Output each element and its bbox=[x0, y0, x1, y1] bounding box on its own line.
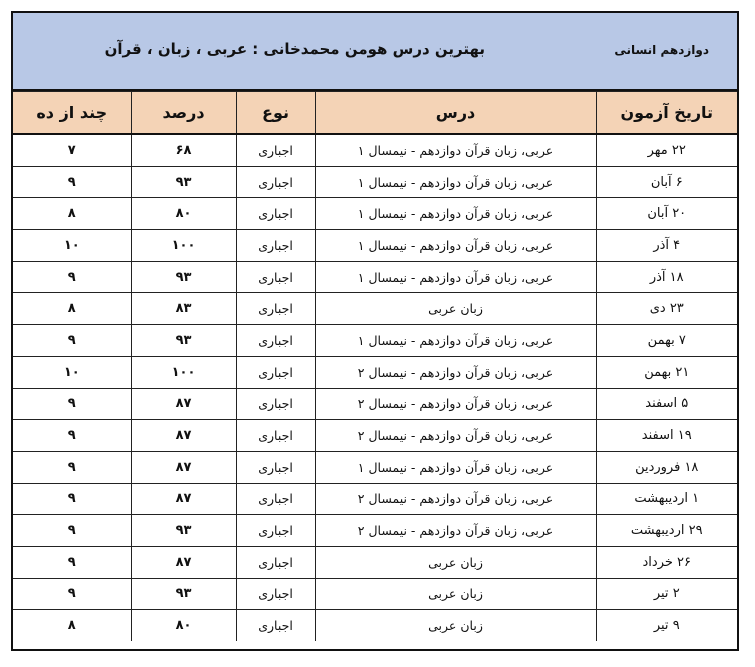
cell-score: ۹ bbox=[13, 515, 131, 547]
cell-type: اجباری bbox=[236, 134, 315, 166]
report-title: بهترین درس هومن محمدخانی : عربی ، زبان ، قرآن bbox=[104, 40, 485, 58]
cell-score: ۹ bbox=[13, 546, 131, 578]
table-row bbox=[13, 483, 737, 515]
cell-type: اجباری bbox=[236, 230, 315, 262]
cell-subject: عربی، زبان قرآن دوازدهم - نیمسال ۱ bbox=[315, 134, 596, 166]
cell-type: اجباری bbox=[236, 166, 315, 198]
cell-score: ۹ bbox=[13, 261, 131, 293]
cell-percent: ۸۷ bbox=[131, 483, 236, 515]
cell-subject: عربی، زبان قرآن دوازدهم - نیمسال ۲ bbox=[315, 483, 596, 515]
column-header-date: تاریخ آزمون bbox=[596, 92, 737, 135]
cell-type: اجباری bbox=[236, 198, 315, 230]
cell-date: ۲۲ مهر bbox=[596, 134, 737, 166]
cell-score: ۹ bbox=[13, 325, 131, 357]
table-row bbox=[13, 420, 737, 452]
cell-percent: ۸۷ bbox=[131, 388, 236, 420]
cell-type: اجباری bbox=[236, 515, 315, 547]
table-header-row bbox=[13, 92, 737, 135]
cell-type: اجباری bbox=[236, 293, 315, 325]
cell-type: اجباری bbox=[236, 578, 315, 610]
cell-score: ۹ bbox=[13, 166, 131, 198]
table-row bbox=[13, 293, 737, 325]
grades-table bbox=[13, 91, 737, 641]
table-row bbox=[13, 230, 737, 262]
cell-type: اجباری bbox=[236, 388, 315, 420]
cell-score: ۱۰ bbox=[13, 356, 131, 388]
cell-date: ۱۸ فروردین bbox=[596, 451, 737, 483]
table-row bbox=[13, 578, 737, 610]
cell-score: ۹ bbox=[13, 420, 131, 452]
table-row bbox=[13, 166, 737, 198]
cell-date: ۱۹ اسفند bbox=[596, 420, 737, 452]
cell-percent: ۸۰ bbox=[131, 610, 236, 641]
table-row bbox=[13, 451, 737, 483]
cell-type: اجباری bbox=[236, 420, 315, 452]
cell-subject: عربی، زبان قرآن دوازدهم - نیمسال ۱ bbox=[315, 451, 596, 483]
cell-subject: عربی، زبان قرآن دوازدهم - نیمسال ۱ bbox=[315, 166, 596, 198]
cell-date: ۲۱ بهمن bbox=[596, 356, 737, 388]
cell-subject: عربی، زبان قرآن دوازدهم - نیمسال ۱ bbox=[315, 230, 596, 262]
cell-subject: عربی، زبان قرآن دوازدهم - نیمسال ۲ bbox=[315, 356, 596, 388]
cell-type: اجباری bbox=[236, 261, 315, 293]
cell-score: ۹ bbox=[13, 483, 131, 515]
column-header-percent: درصد bbox=[131, 92, 236, 135]
cell-date: ۲۶ خرداد bbox=[596, 546, 737, 578]
cell-score: ۹ bbox=[13, 388, 131, 420]
column-header-score: چند از ده bbox=[13, 92, 131, 135]
cell-percent: ۸۰ bbox=[131, 198, 236, 230]
cell-score: ۹ bbox=[13, 578, 131, 610]
cell-date: ۴ آذر bbox=[596, 230, 737, 262]
table-body bbox=[13, 134, 737, 641]
cell-subject: زبان عربی bbox=[315, 610, 596, 641]
cell-date: ۷ بهمن bbox=[596, 325, 737, 357]
cell-score: ۸ bbox=[13, 198, 131, 230]
table-row bbox=[13, 388, 737, 420]
cell-percent: ۹۳ bbox=[131, 515, 236, 547]
cell-date: ۲۳ دی bbox=[596, 293, 737, 325]
cell-percent: ۱۰۰ bbox=[131, 356, 236, 388]
cell-percent: ۶۸ bbox=[131, 134, 236, 166]
cell-percent: ۸۷ bbox=[131, 546, 236, 578]
cell-type: اجباری bbox=[236, 356, 315, 388]
cell-type: اجباری bbox=[236, 325, 315, 357]
cell-score: ۹ bbox=[13, 451, 131, 483]
cell-type: اجباری bbox=[236, 546, 315, 578]
cell-percent: ۸۷ bbox=[131, 451, 236, 483]
table-row bbox=[13, 546, 737, 578]
cell-percent: ۸۳ bbox=[131, 293, 236, 325]
cell-percent: ۱۰۰ bbox=[131, 230, 236, 262]
cell-date: ۱ اردیبهشت bbox=[596, 483, 737, 515]
cell-subject: عربی، زبان قرآن دوازدهم - نیمسال ۲ bbox=[315, 515, 596, 547]
cell-score: ۸ bbox=[13, 610, 131, 641]
table-row bbox=[13, 515, 737, 547]
cell-score: ۸ bbox=[13, 293, 131, 325]
cell-date: ۲ تیر bbox=[596, 578, 737, 610]
table-row bbox=[13, 325, 737, 357]
cell-subject: عربی، زبان قرآن دوازدهم - نیمسال ۱ bbox=[315, 198, 596, 230]
column-header-type: نوع bbox=[236, 92, 315, 135]
cell-percent: ۹۳ bbox=[131, 578, 236, 610]
cell-date: ۱۸ آذر bbox=[596, 261, 737, 293]
table-row bbox=[13, 356, 737, 388]
cell-percent: ۹۳ bbox=[131, 166, 236, 198]
cell-percent: ۹۳ bbox=[131, 261, 236, 293]
cell-subject: زبان عربی bbox=[315, 546, 596, 578]
cell-score: ۱۰ bbox=[13, 230, 131, 262]
cell-date: ۹ تیر bbox=[596, 610, 737, 641]
cell-subject: عربی، زبان قرآن دوازدهم - نیمسال ۱ bbox=[315, 261, 596, 293]
cell-date: ۶ آبان bbox=[596, 166, 737, 198]
table-row bbox=[13, 134, 737, 166]
grade-label: دوازدهم انسانی bbox=[614, 43, 709, 57]
cell-subject: عربی، زبان قرآن دوازدهم - نیمسال ۲ bbox=[315, 388, 596, 420]
table-row bbox=[13, 198, 737, 230]
table-row bbox=[13, 261, 737, 293]
cell-score: ۷ bbox=[13, 134, 131, 166]
cell-type: اجباری bbox=[236, 451, 315, 483]
title-banner bbox=[13, 13, 737, 91]
cell-date: ۲۰ آبان bbox=[596, 198, 737, 230]
cell-percent: ۹۳ bbox=[131, 325, 236, 357]
cell-subject: زبان عربی bbox=[315, 293, 596, 325]
table-row bbox=[13, 610, 737, 641]
report-sheet bbox=[11, 11, 739, 651]
cell-type: اجباری bbox=[236, 483, 315, 515]
cell-subject: زبان عربی bbox=[315, 578, 596, 610]
cell-date: ۲۹ اردیبهشت bbox=[596, 515, 737, 547]
cell-percent: ۸۷ bbox=[131, 420, 236, 452]
cell-date: ۵ اسفند bbox=[596, 388, 737, 420]
cell-subject: عربی، زبان قرآن دوازدهم - نیمسال ۱ bbox=[315, 325, 596, 357]
cell-subject: عربی، زبان قرآن دوازدهم - نیمسال ۲ bbox=[315, 420, 596, 452]
column-header-subject: درس bbox=[315, 92, 596, 135]
cell-type: اجباری bbox=[236, 610, 315, 641]
